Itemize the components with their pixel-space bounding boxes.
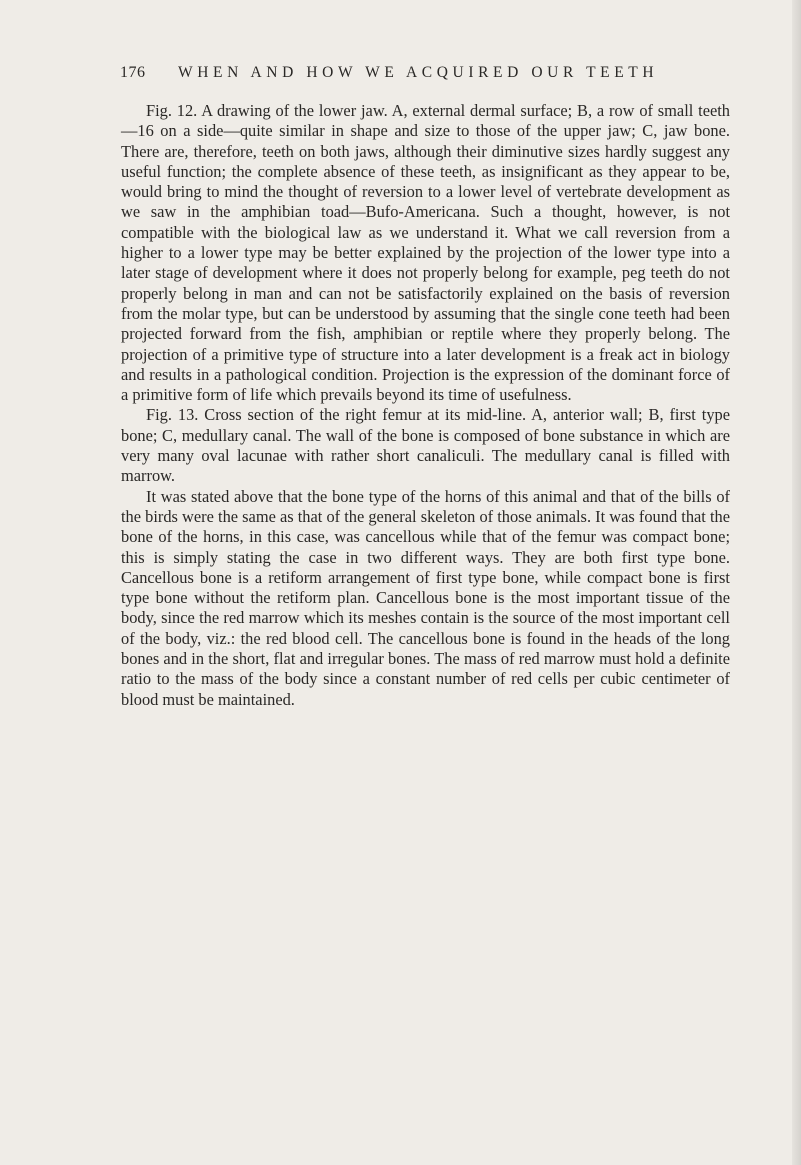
body-text [121, 101, 730, 710]
running-title: WHEN AND HOW WE ACQUIRED OUR TEETH [178, 64, 659, 81]
page-number: 176 [120, 64, 146, 81]
paragraph-bone-types: It was stated above that the bone type of the horns of this animal and that of the bills of the birds were the same as that of the general skeleton of those animals. It was found that the bone of the horns, in this case, was cancellous while that of the femur was compact bone; this is simply stating the case in two different ways. They are both first type bone. Cancellous bone is a retiform arrangement of first type bone, while compact bone is first type bone without the retiform plan. Cancellous bone is the most important tissue of the body, since the red marrow which its meshes contain is the source of the most important cell of the body, viz.: the red blood cell. The cancellous bone is found in the heads of the long bones and in the short, flat and irregular bones. The mass of red marrow must hold a definite ratio to the mass of the body since a constant number of red cells per cubic centimeter of blood must be maintained. [121, 486, 730, 709]
page-edge-shadow [792, 0, 801, 1165]
paragraph-fig-12: Fig. 12. A drawing of the lower jaw. A, external dermal surface; B, a row of small teeth—16 on a side—quite similar in shape and size to those of the upper jaw; C, jaw bone. There are, therefore, teeth on both jaws, although their diminutive sizes hardly suggest any useful function; the complete absence of these teeth, as insignificant as they appear to be, would bring to mind the thought of reversion to a lower level of vertebrate development as we saw in the amphibian toad—Bufo-Americana. Such a thought, however, is not compatible with the biological law as we understand it. What we call reversion from a higher to a lower type may be better explained by the projection of the lower type into a later stage of development where it does not properly belong for example, peg teeth do not properly belong in man and can not be satisfactorily explained on the basis of reversion from the molar type, but can be understood by assuming that the single cone teeth had been projected forward from the fish, amphibian or reptile where they properly belong. The projection of a primitive type of structure into a later development is a freak act in biology and results in a pathological condition. Projection is the expression of the dominant force of a primitive form of life which prevails beyond its time of usefulness. [121, 101, 730, 405]
page-header [120, 64, 732, 88]
paragraph-fig-13: Fig. 13. Cross section of the right femur at its mid-line. A, anterior wall; B, first type bone; C, medullary canal. The wall of the bone is composed of bone substance in which are very many oval lacunae with rather short canaliculi. The medullary canal is filled with marrow. [121, 405, 730, 486]
